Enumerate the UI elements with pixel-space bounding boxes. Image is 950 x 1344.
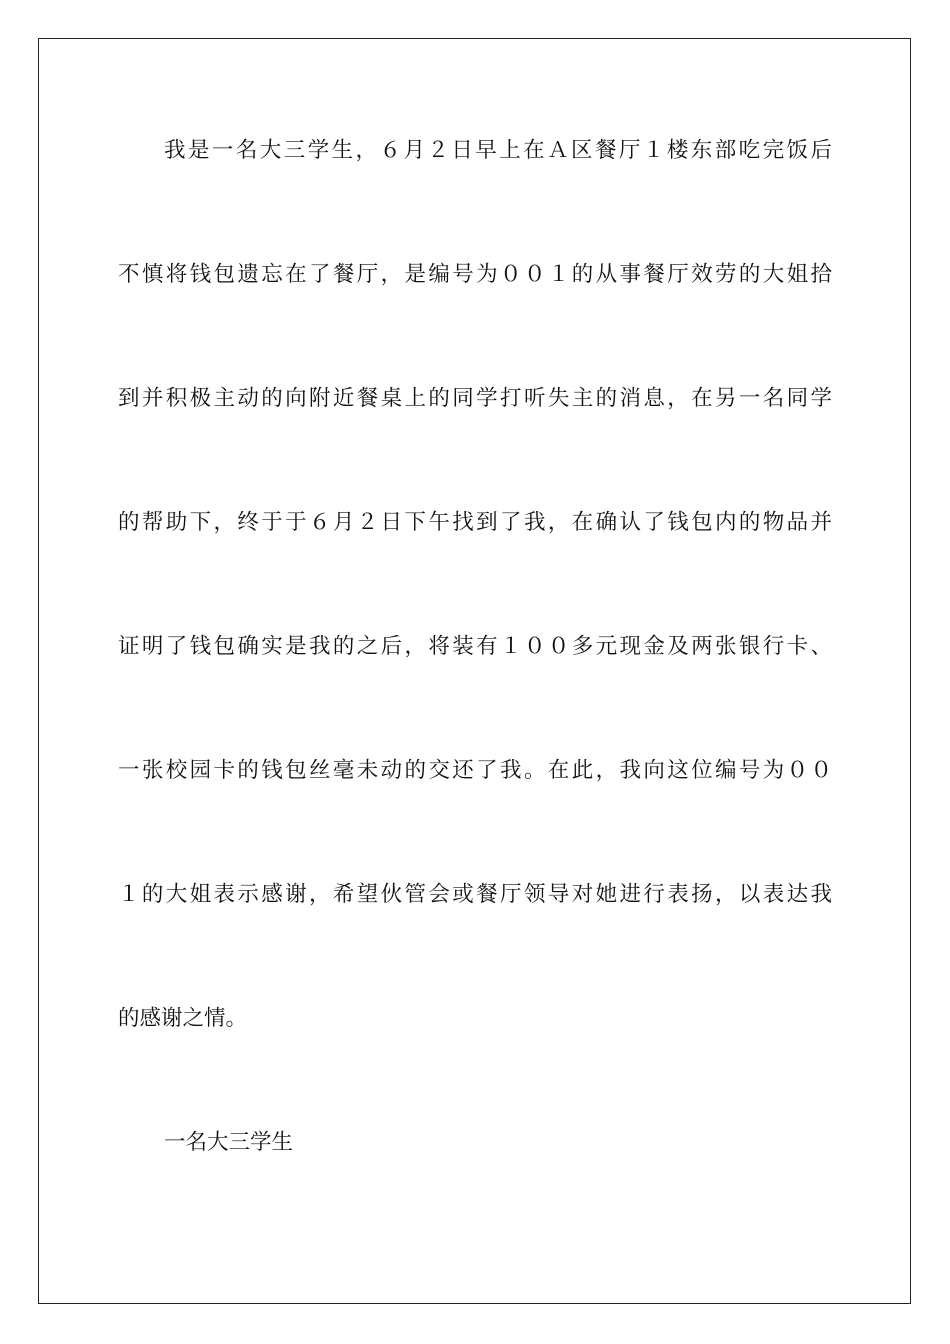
letter-line-4: 的帮助下，终于于６月２日下午找到了我，在确认了钱包内的物品并 <box>118 510 832 535</box>
letter-line-2: 不慎将钱包遗忘在了餐厅，是编号为００１的从事餐厅效劳的大姐拾 <box>118 262 832 287</box>
signature: 一名大三学生 <box>164 1130 294 1155</box>
page-border <box>38 38 911 1304</box>
letter-line-7: １的大姐表示感谢，希望伙管会或餐厅领导对她进行表扬，以表达我 <box>118 882 832 907</box>
letter-line-3: 到并积极主动的向附近餐桌上的同学打听失主的消息，在另一名同学 <box>118 386 832 411</box>
letter-line-1: 我是一名大三学生，６月２日早上在Ａ区餐厅１楼东部吃完饭后 <box>164 138 832 163</box>
letter-line-6: 一张校园卡的钱包丝毫未动的交还了我。在此，我向这位编号为００ <box>118 758 832 783</box>
letter-line-8: 的感谢之情。 <box>118 1006 248 1031</box>
letter-line-5: 证明了钱包确实是我的之后，将装有１００多元现金及两张银行卡、 <box>118 634 832 659</box>
